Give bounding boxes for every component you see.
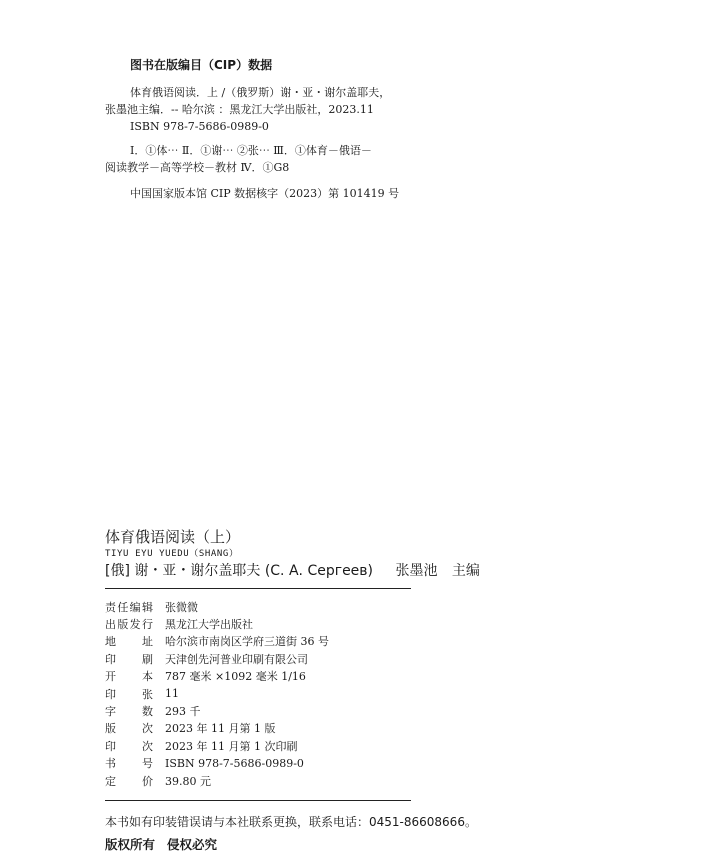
- detail-label: 地址: [105, 635, 153, 649]
- detail-value: 天津创先河普业印刷有限公司: [165, 652, 308, 666]
- detail-value: 2023 年 11 月第 1 次印刷: [165, 739, 298, 753]
- detail-row: [105, 772, 329, 789]
- detail-value: 293 千: [165, 705, 201, 719]
- book-pinyin: TIYU EYU YUEDU（SHANG）: [105, 549, 239, 559]
- top-divider: [105, 588, 411, 589]
- cip-subjects: [105, 142, 372, 176]
- detail-row: [105, 702, 329, 719]
- detail-value: 11: [165, 687, 179, 701]
- detail-value: ISBN 978-7-5686-0989-0: [165, 756, 304, 770]
- detail-label: 印张: [105, 687, 153, 701]
- infringement-warning: 侵权必究: [167, 837, 218, 852]
- editor-name: 张墨池: [395, 563, 438, 579]
- publication-details: [105, 598, 329, 789]
- exchange-note: 本书如有印装错误请与本社联系更换，联系电话：0451-86608666。: [105, 815, 477, 829]
- author-line: [105, 560, 480, 580]
- author-name: [俄] 谢・亚・谢尔盖耶夫 (С. А. Сергеев): [105, 563, 374, 579]
- bottom-divider: [105, 800, 411, 801]
- rights-reserved: 版权所有: [105, 837, 156, 852]
- cip-record-line-1: 体育俄语阅读．上 /（俄罗斯）谢・亚・谢尔盖耶夫，: [130, 86, 391, 99]
- cip-subject-line-1: Ⅰ．①体⋯ Ⅱ．①谢⋯ ②张⋯ Ⅲ．①体育－俄语－: [130, 144, 372, 157]
- cip-subject-line-2: 阅读教学－高等学校－教材 Ⅳ．①G8: [105, 161, 290, 174]
- detail-label: 印次: [105, 739, 153, 753]
- detail-label: 出版发行: [105, 618, 153, 632]
- detail-label: 书号: [105, 757, 153, 771]
- detail-label: 责任编辑: [105, 600, 153, 614]
- detail-row: [105, 720, 329, 737]
- detail-row: [105, 685, 329, 702]
- cip-isbn: ISBN 978-7-5686-0989-0: [130, 120, 269, 133]
- detail-label: 开本: [105, 670, 153, 684]
- detail-row: [105, 668, 329, 685]
- detail-row: [105, 598, 329, 615]
- cip-record: [105, 84, 390, 135]
- detail-row: [105, 650, 329, 667]
- cip-catalog: [105, 185, 399, 202]
- detail-label: 定价: [105, 774, 153, 788]
- detail-value: 哈尔滨市南岗区学府三道街 36 号: [165, 635, 329, 649]
- book-title: 体育俄语阅读（上）: [105, 528, 241, 546]
- cip-record-line-2: 张墨池主编．-- 哈尔滨 ：黑龙江大学出版社，2023.11: [105, 103, 374, 116]
- detail-row: [105, 633, 329, 650]
- detail-label: 字数: [105, 705, 153, 719]
- detail-value: 39.80 元: [165, 774, 211, 788]
- detail-value: 2023 年 11 月第 1 版: [165, 722, 276, 736]
- cip-heading: 图书在版编目（CIP）数据: [130, 58, 273, 72]
- detail-row: [105, 737, 329, 754]
- detail-value: 787 毫米 ×1092 毫米 1/16: [165, 670, 306, 684]
- detail-row: [105, 755, 329, 772]
- detail-value: 张微微: [165, 600, 198, 614]
- cip-catalog-number: 中国国家版本馆 CIP 数据核字（2023）第 101419 号: [130, 187, 400, 200]
- detail-label: 版次: [105, 722, 153, 736]
- detail-value: 黑龙江大学出版社: [165, 618, 253, 632]
- copyright-notice: [105, 835, 217, 853]
- detail-row: [105, 615, 329, 632]
- editor-role: 主编: [451, 563, 480, 579]
- detail-label: 印刷: [105, 652, 153, 666]
